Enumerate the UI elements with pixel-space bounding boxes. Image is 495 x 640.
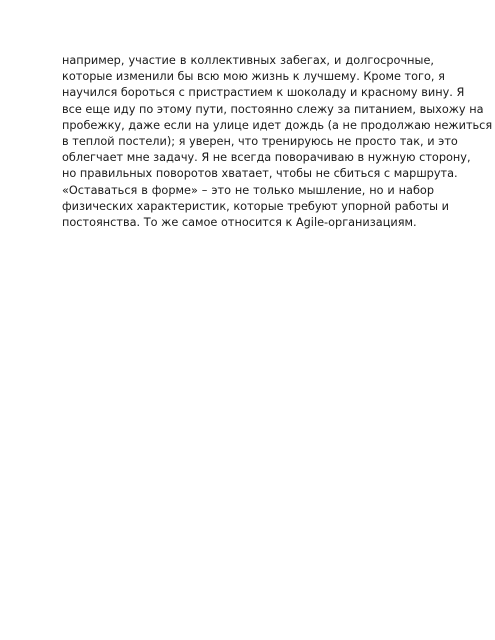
text-line: научился бороться с пристрастием к шоколаду и красному вину. Я <box>62 86 465 100</box>
text-line: все еще иду по этому пути, постоянно слежу за питанием, выхожу на <box>62 102 484 116</box>
text-line: например, участие в коллективных забегах, и долгосрочные, <box>62 54 434 67</box>
text-line: но правильных поворотов хватает, чтобы не сбиться с маршрута. <box>62 167 458 181</box>
text-line: постоянства. То же самое относится к Agile-организациям. <box>62 216 417 230</box>
text-line: физических характеристик, которые требуют упорной работы и <box>62 199 450 213</box>
body-paragraph <box>62 53 493 231</box>
text-line: «Оставаться в форме» – это не только мышление, но и набор <box>62 183 434 197</box>
text-line: пробежку, даже если на улице идет дождь (а не продолжаю нежиться <box>62 118 493 132</box>
text-line: облегчает мне задачу. Я не всегда поворачиваю в нужную сторону, <box>62 151 471 165</box>
text-line: которые изменили бы всю мою жизнь к лучшему. Кроме того, я <box>62 70 445 84</box>
text-line: в теплой постели); я уверен, что тренируюсь не просто так, и это <box>62 135 458 149</box>
